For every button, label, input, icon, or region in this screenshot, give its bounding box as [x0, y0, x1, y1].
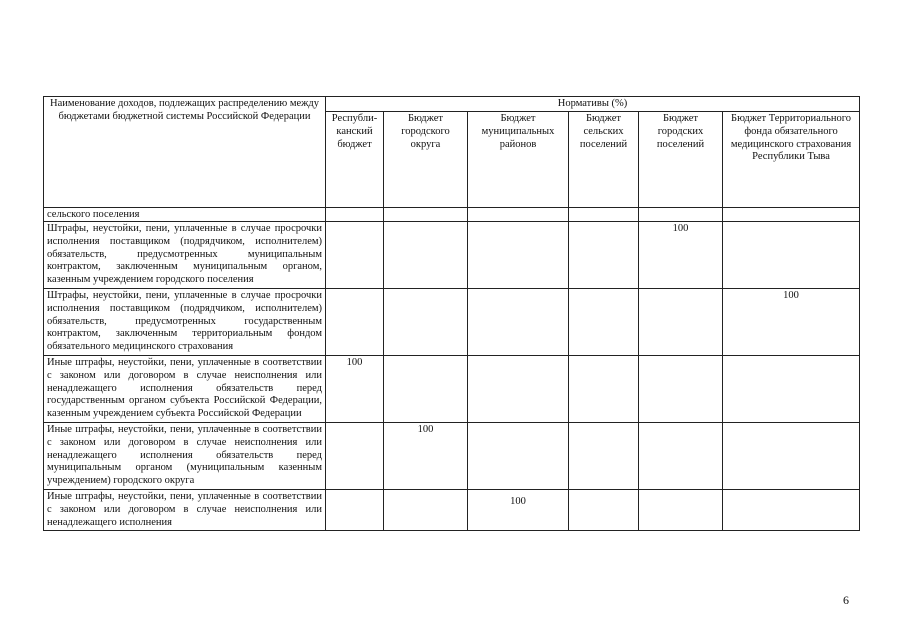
value-cell [326, 222, 384, 289]
table-row [44, 288, 860, 355]
value-cell [384, 288, 468, 355]
value-cell [723, 208, 860, 222]
norms-header: Нормативы (%) [326, 97, 860, 112]
page-number: 6 [843, 593, 849, 607]
value-cell [639, 422, 723, 489]
table-row [44, 489, 860, 530]
table-row [44, 208, 860, 222]
value-cell [468, 288, 569, 355]
value-cell [723, 422, 860, 489]
table-row [44, 355, 860, 422]
value-cell [384, 208, 468, 222]
value-cell [723, 355, 860, 422]
revenue-name-header: Наименование доходов, подлежащих распределению между бюджетами бюджетной системы Российской Федерации [44, 97, 326, 208]
value-cell [384, 355, 468, 422]
column-header-municipal-districts-budget: Бюджет муниципальных районов [468, 112, 569, 208]
value-cell: 100 [639, 222, 723, 289]
value-cell [326, 208, 384, 222]
value-cell [639, 355, 723, 422]
revenue-distribution-table [43, 96, 860, 531]
value-cell [468, 208, 569, 222]
revenue-name-cell: Иные штрафы, неустойки, пени, уплаченные в соответствии с законом или договором в случае неисполнения или ненадлежащего исполнения [44, 489, 326, 530]
value-cell [569, 489, 639, 530]
value-cell [468, 422, 569, 489]
value-cell: 100 [468, 489, 569, 530]
value-cell [723, 222, 860, 289]
value-cell [639, 489, 723, 530]
value-cell [326, 422, 384, 489]
column-header-health-insurance-fund-budget: Бюджет Территориального фонда обязательного медицинского страхования Республики Тыва [723, 112, 860, 208]
value-cell [639, 288, 723, 355]
revenue-name-cell: Иные штрафы, неустойки, пени, уплаченные в соответствии с законом или договором в случае неисполнения или ненадлежащего исполнения обязательств перед государственным органом субъекта Российской Федерации, казенным учреждением субъекта Российской Федерации [44, 355, 326, 422]
column-header-city-district-budget: Бюджет городского округа [384, 112, 468, 208]
value-cell [326, 489, 384, 530]
revenue-name-cell: Штрафы, неустойки, пени, уплаченные в случае просрочки исполнения поставщиком (подрядчиком, исполнителем) обязательств, предусмотренных государственным контрактом, заключенным территориальным фондом обязательного медицинского страхования [44, 288, 326, 355]
value-cell: 100 [326, 355, 384, 422]
table-row [44, 222, 860, 289]
revenue-name-cell: Иные штрафы, неустойки, пени, уплаченные в соответствии с законом или договором в случае неисполнения или ненадлежащего исполнения обязательств перед муниципальным органом (муниципальным казенным учреждением) городского округа [44, 422, 326, 489]
column-header-republican-budget: Республи-канский бюджет [326, 112, 384, 208]
value-cell: 100 [723, 288, 860, 355]
value-cell [384, 489, 468, 530]
value-cell [569, 222, 639, 289]
revenue-name-cell: сельского поселения [44, 208, 326, 222]
value-cell: 100 [384, 422, 468, 489]
value-cell [569, 422, 639, 489]
value-cell [569, 288, 639, 355]
column-header-rural-settlements-budget: Бюджет сельских поселений [569, 112, 639, 208]
value-cell [468, 355, 569, 422]
value-cell [569, 208, 639, 222]
value-cell [326, 288, 384, 355]
value-cell [723, 489, 860, 530]
value-cell [569, 355, 639, 422]
value-cell [639, 208, 723, 222]
revenue-name-cell: Штрафы, неустойки, пени, уплаченные в случае просрочки исполнения поставщиком (подрядчиком, исполнителем) обязательств, предусмотренных муниципальным контрактом, заключенным муниципальным органом, казенным учреждением городского поселения [44, 222, 326, 289]
value-cell [468, 222, 569, 289]
column-header-urban-settlements-budget: Бюджет городских поселений [639, 112, 723, 208]
value-cell [384, 222, 468, 289]
table-row [44, 422, 860, 489]
